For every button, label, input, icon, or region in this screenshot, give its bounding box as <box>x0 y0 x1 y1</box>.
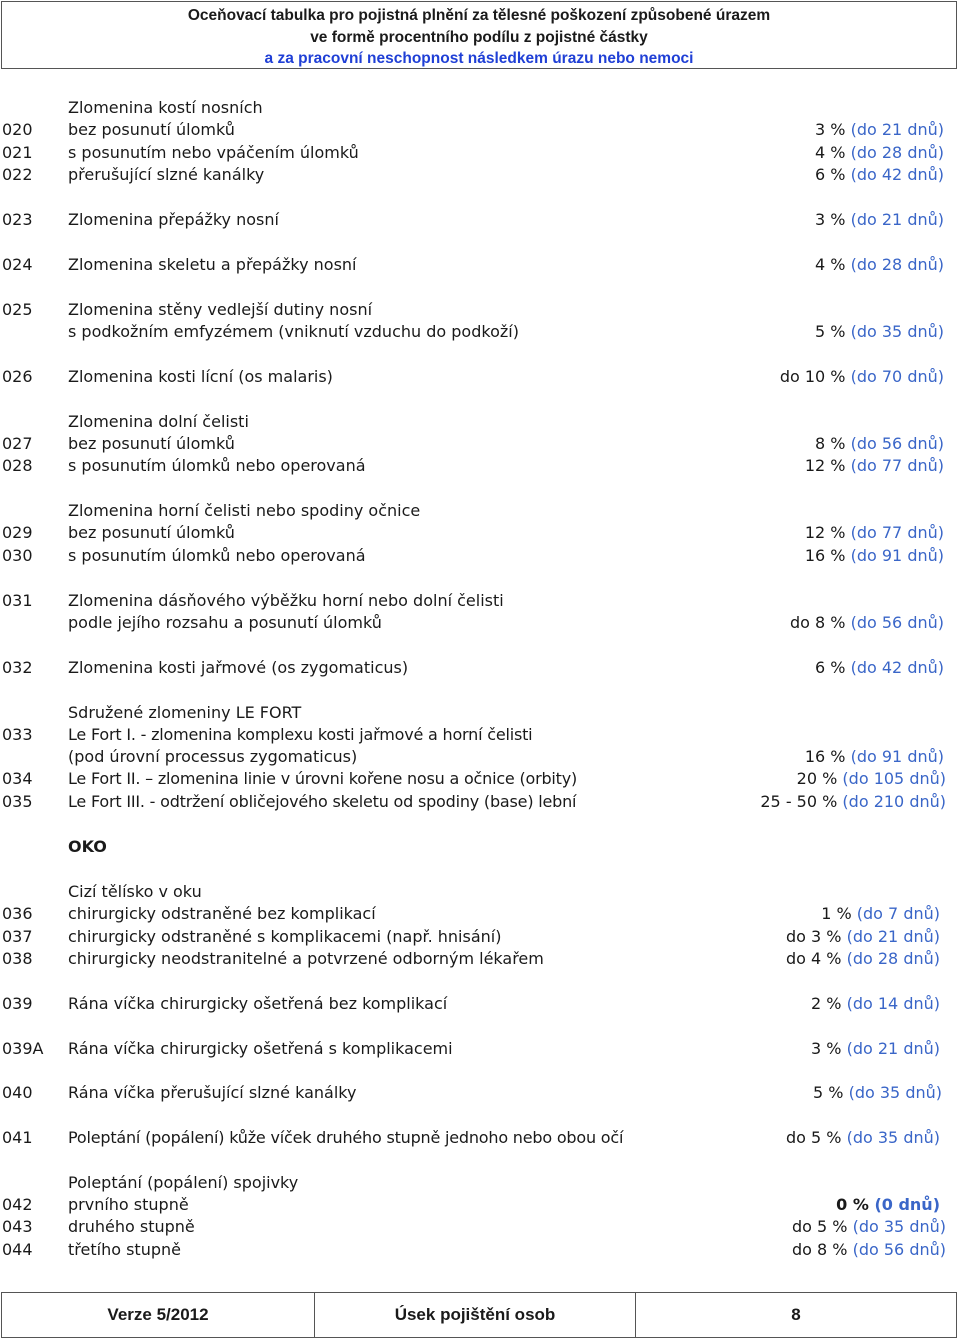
table-row <box>0 903 960 925</box>
item-days: (do 21 dnů) <box>846 1039 940 1058</box>
item-label: prvního stupně <box>68 1195 189 1214</box>
table-row <box>0 1038 960 1060</box>
item-label: Rána víčka chirurgicky ošetřená s komplikacemi <box>68 1039 453 1058</box>
document-footer <box>1 1292 957 1338</box>
item-percent: 4 % <box>815 255 846 274</box>
item-label: Poleptání (popálení) kůže víček druhého stupně jednoho nebo obou očí <box>68 1128 624 1147</box>
item-label: bez posunutí úlomků <box>68 434 235 453</box>
item-percent: 2 % <box>811 994 842 1013</box>
item-code: 044 <box>2 1240 33 1259</box>
item-percent: 16 % <box>804 546 846 565</box>
item-label: Poleptání (popálení) spojivky <box>68 1173 299 1192</box>
section-title: OKO <box>68 837 107 856</box>
item-days: (do 91 dnů) <box>850 747 944 766</box>
item-label: Rána víčka chirurgicky ošetřená bez komplikací <box>68 994 448 1013</box>
table-row <box>0 366 960 388</box>
item-days: (do 7 dnů) <box>856 904 940 923</box>
item-percent: 0 % <box>836 1195 869 1214</box>
item-label: třetího stupně <box>68 1240 181 1259</box>
item-code: 038 <box>2 949 33 968</box>
item-label: přerušující slzné kanálky <box>68 165 265 184</box>
table-row <box>0 724 960 746</box>
item-label: Le Fort I. - zlomenina komplexu kosti jařmové a horní čelisti <box>68 725 533 744</box>
item-percent: do 3 % <box>786 927 842 946</box>
item-label: (pod úrovní processus zygomaticus) <box>68 747 358 766</box>
table-row <box>0 97 960 119</box>
item-code: 020 <box>2 120 33 139</box>
table-row <box>0 209 960 231</box>
item-days: (do 21 dnů) <box>846 927 940 946</box>
item-label: bez posunutí úlomků <box>68 523 235 542</box>
item-code: 028 <box>2 456 33 475</box>
item-code: 034 <box>2 769 33 788</box>
item-code: 023 <box>2 210 33 229</box>
document-header <box>1 1 957 69</box>
table-row <box>0 657 960 679</box>
item-percent: 3 % <box>815 120 846 139</box>
table-row <box>0 1127 960 1149</box>
item-percent: do 5 % <box>792 1217 848 1236</box>
header-title-line-3: a za pracovní neschopnost následkem úrazu nebo nemoci <box>264 50 694 67</box>
item-days: (do 56 dnů) <box>852 1240 946 1259</box>
table-row <box>0 1172 960 1194</box>
item-label: Zlomenina přepážky nosní <box>68 210 279 229</box>
item-days: (do 77 dnů) <box>850 523 944 542</box>
item-label: Le Fort II. – zlomenina linie v úrovni kořene nosu a očnice (orbity) <box>68 769 578 788</box>
item-percent: 20 % <box>796 769 838 788</box>
item-days: (do 28 dnů) <box>846 949 940 968</box>
table-row <box>0 993 960 1015</box>
item-days: (do 77 dnů) <box>850 456 944 475</box>
table-row <box>0 545 960 567</box>
item-days: (do 70 dnů) <box>850 367 944 386</box>
item-days: (do 35 dnů) <box>852 1217 946 1236</box>
item-days: (do 21 dnů) <box>850 120 944 139</box>
header-title-line-1: Oceňovací tabulka pro pojistná plnění za tělesné poškození způsobené úrazem <box>187 7 771 24</box>
table-row <box>0 321 960 343</box>
item-code: 037 <box>2 927 33 946</box>
item-label: Sdružené zlomeniny LE FORT <box>68 703 302 722</box>
item-code: 033 <box>2 725 33 744</box>
table-row <box>0 926 960 948</box>
item-code: 036 <box>2 904 33 923</box>
item-code: 024 <box>2 255 33 274</box>
item-label: bez posunutí úlomků <box>68 120 235 139</box>
table-row <box>0 299 960 321</box>
table-row <box>0 1239 960 1261</box>
item-code: 021 <box>2 143 33 162</box>
item-days: (do 42 dnů) <box>850 658 944 677</box>
item-percent: 5 % <box>813 1083 844 1102</box>
item-percent: 12 % <box>804 523 846 542</box>
item-label: s podkožním emfyzémem (vniknutí vzduchu do podkoží) <box>68 322 519 341</box>
table-row <box>0 164 960 186</box>
item-days: (do 35 dnů) <box>846 1128 940 1147</box>
item-label: s posunutím nebo vpáčením úlomků <box>68 143 359 162</box>
item-days: (do 210 dnů) <box>842 792 946 811</box>
item-percent: 1 % <box>821 904 852 923</box>
item-percent: do 5 % <box>786 1128 842 1147</box>
table-row <box>0 433 960 455</box>
item-label: s posunutím úlomků nebo operovaná <box>68 456 366 475</box>
section-heading-oko <box>0 836 960 858</box>
item-label: s posunutím úlomků nebo operovaná <box>68 546 366 565</box>
item-label: chirurgicky odstraněné s komplikacemi (např. hnisání) <box>68 927 502 946</box>
item-code: 043 <box>2 1217 33 1236</box>
table-row <box>0 702 960 724</box>
item-code: 031 <box>2 591 33 610</box>
item-days: (do 28 dnů) <box>850 255 944 274</box>
table-row <box>0 1082 960 1104</box>
item-percent: 8 % <box>815 434 846 453</box>
item-days: (do 42 dnů) <box>850 165 944 184</box>
table-row <box>0 768 960 790</box>
item-label: Rána víčka přerušující slzné kanálky <box>68 1083 357 1102</box>
item-percent: 5 % <box>815 322 846 341</box>
item-code: 022 <box>2 165 33 184</box>
table-row <box>0 119 960 141</box>
item-percent: do 8 % <box>790 613 846 632</box>
item-percent: 25 - 50 % <box>760 792 838 811</box>
item-label: Cizí tělísko v oku <box>68 882 202 901</box>
item-percent: 3 % <box>815 210 846 229</box>
item-code: 041 <box>2 1128 33 1147</box>
page-number: 8 <box>791 1305 801 1324</box>
table-row <box>0 746 960 768</box>
item-code: 025 <box>2 300 33 319</box>
item-label: Le Fort III. - odtržení obličejového skeletu od spodiny (base) lební <box>68 792 577 811</box>
table-row <box>0 411 960 433</box>
item-code: 030 <box>2 546 33 565</box>
footer-department: Úsek pojištění osob <box>315 1293 636 1337</box>
item-percent: 16 % <box>804 747 846 766</box>
table-row <box>0 612 960 634</box>
item-code: 042 <box>2 1195 33 1214</box>
item-code: 029 <box>2 523 33 542</box>
table-row <box>0 254 960 276</box>
item-label: chirurgicky odstraněné bez komplikací <box>68 904 376 923</box>
table-row <box>0 948 960 970</box>
item-days: (do 91 dnů) <box>850 546 944 565</box>
item-code: 039A <box>2 1039 44 1058</box>
table-row <box>0 1194 960 1216</box>
item-percent: 3 % <box>811 1039 842 1058</box>
item-label: Zlomenina stěny vedlejší dutiny nosní <box>68 300 373 319</box>
item-days: (do 28 dnů) <box>850 143 944 162</box>
item-percent: 4 % <box>815 143 846 162</box>
item-code: 035 <box>2 792 33 811</box>
item-code: 039 <box>2 994 33 1013</box>
item-percent: do 4 % <box>786 949 842 968</box>
item-percent: 12 % <box>804 456 846 475</box>
item-days: (do 56 dnů) <box>850 613 944 632</box>
table-row <box>0 881 960 903</box>
footer-version: Verze 5/2012 <box>2 1293 315 1337</box>
item-label: Zlomenina skeletu a přepážky nosní <box>68 255 357 274</box>
item-label: Zlomenina horní čelisti nebo spodiny očnice <box>68 501 421 520</box>
item-label: Zlomenina kosti jařmové (os zygomaticus) <box>68 658 409 677</box>
item-code: 032 <box>2 658 33 677</box>
item-label: Zlomenina dásňového výběžku horní nebo dolní čelisti <box>68 591 504 610</box>
item-days: (do 56 dnů) <box>850 434 944 453</box>
table-row <box>0 791 960 813</box>
item-days: (do 21 dnů) <box>850 210 944 229</box>
item-days: (0 dnů) <box>874 1195 940 1214</box>
item-percent: do 8 % <box>792 1240 848 1259</box>
item-label: druhého stupně <box>68 1217 195 1236</box>
item-days: (do 14 dnů) <box>846 994 940 1013</box>
item-percent: 6 % <box>815 658 846 677</box>
item-days: (do 105 dnů) <box>842 769 946 788</box>
table-row <box>0 522 960 544</box>
table-row <box>0 590 960 612</box>
item-code: 027 <box>2 434 33 453</box>
header-title-line-2: ve formě procentního podílu z pojistné částky <box>310 28 648 46</box>
item-code: 040 <box>2 1083 33 1102</box>
item-days: (do 35 dnů) <box>848 1083 942 1102</box>
item-label: chirurgicky neodstranitelné a potvrzené odborným lékařem <box>68 949 544 968</box>
table-row <box>0 142 960 164</box>
item-label: Zlomenina dolní čelisti <box>68 412 249 431</box>
item-days: (do 35 dnů) <box>850 322 944 341</box>
item-code: 026 <box>2 367 33 386</box>
item-percent: 6 % <box>815 165 846 184</box>
table-row <box>0 1216 960 1238</box>
table-row <box>0 500 960 522</box>
item-label: podle jejího rozsahu a posunutí úlomků <box>68 613 382 632</box>
item-percent: do 10 % <box>779 367 846 386</box>
item-label: Zlomenina kosti lícní (os malaris) <box>68 367 333 386</box>
table-row <box>0 455 960 477</box>
item-label: Zlomenina kostí nosních <box>68 98 263 117</box>
